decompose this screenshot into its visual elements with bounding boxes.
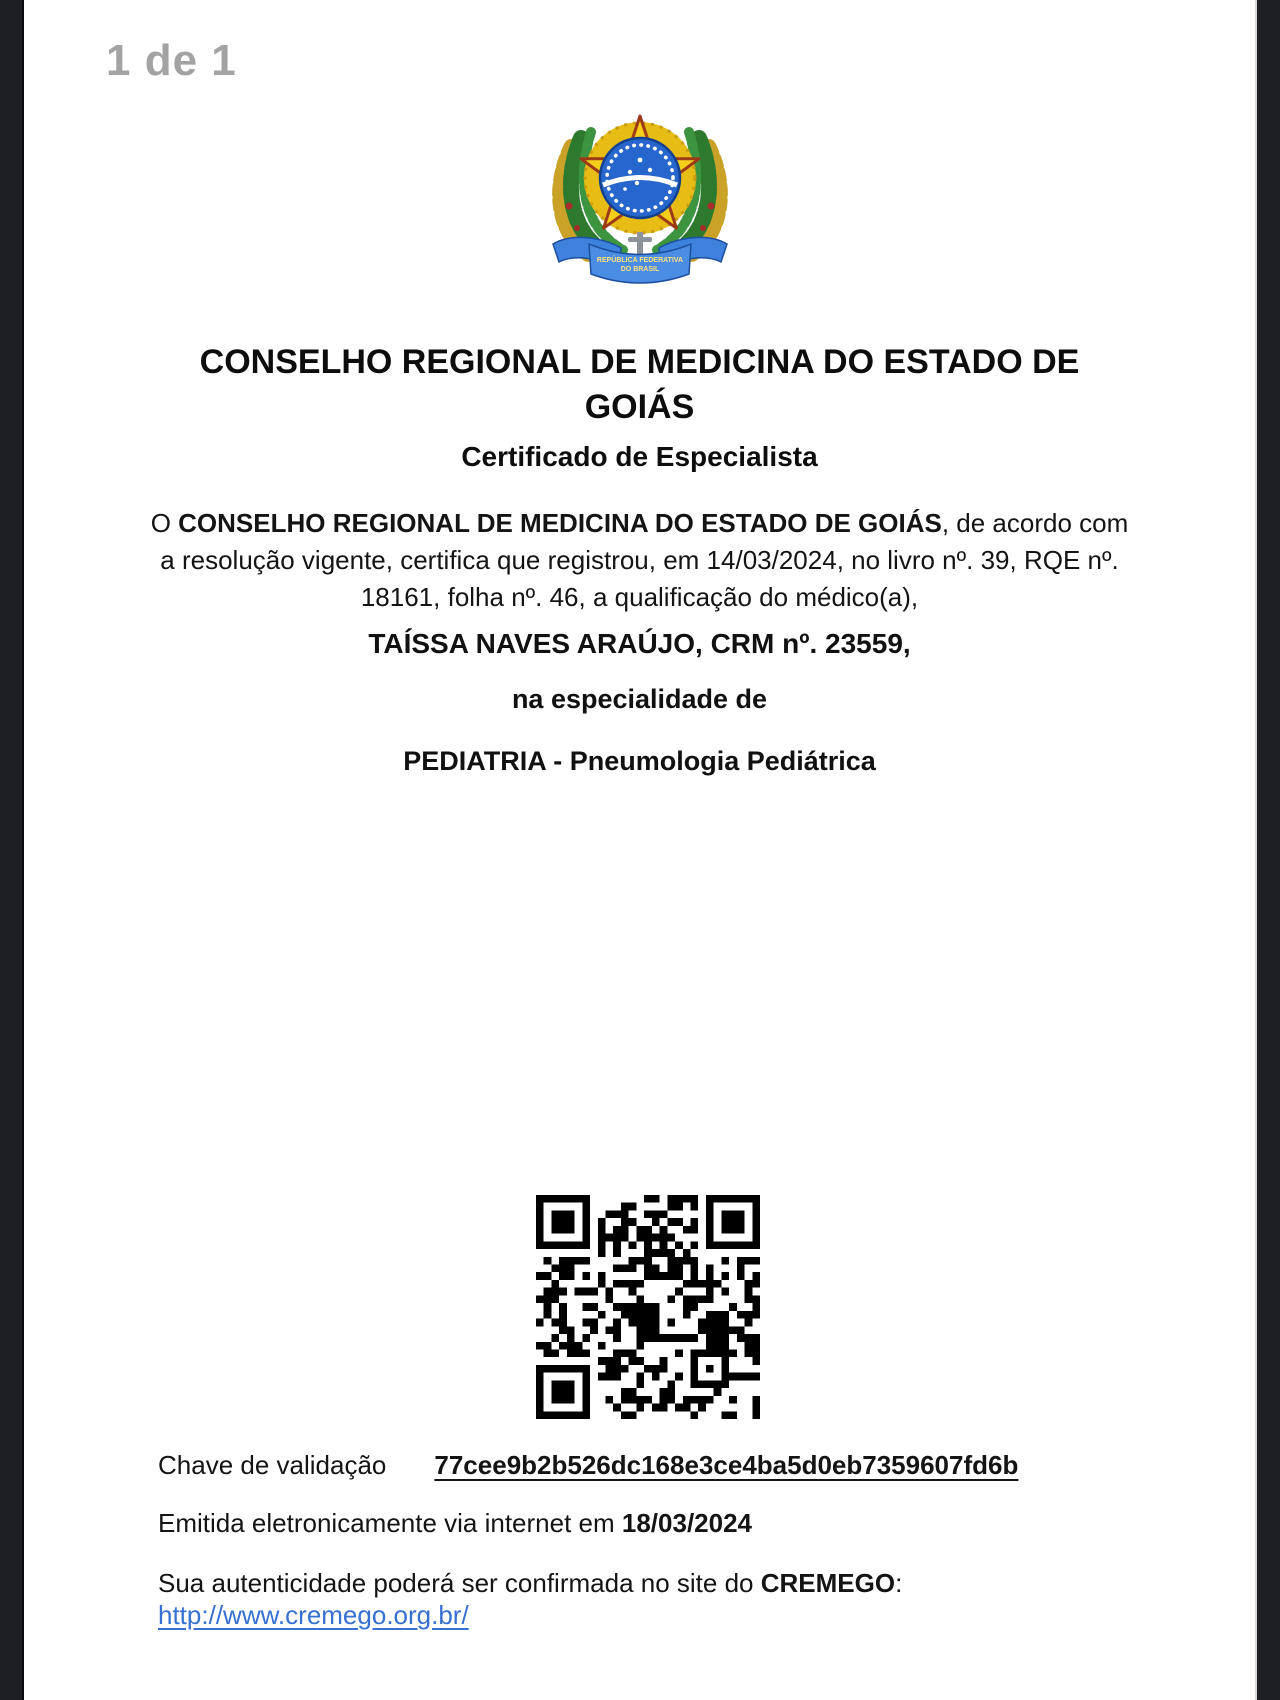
specialty-value: PEDIATRIA - Pneumologia Pediátrica [403,746,876,776]
authenticity-prefix: Sua autenticidade poderá ser confirmada no site do [158,1568,761,1598]
viewer-left-gutter [0,0,24,1700]
certificate-body [24,505,1255,616]
certificate-title-line-1: CONSELHO REGIONAL DE MEDICINA DO ESTADO DE [199,343,1080,381]
body-line-3: 18161, folha nº. 46, a qualificação do médico(a), [360,582,919,612]
qr-code [536,1195,760,1419]
body-line-2: a resolução vigente, certifica que registrou, em 14/03/2024, no livro nº. 39, RQE nº. [160,545,1119,575]
brazil-coat-of-arms-icon [533,86,747,288]
body-line-1-suffix: , de acordo com [941,508,1129,538]
certificate-title-line-2: GOIÁS [584,388,695,426]
issued-line [158,1508,752,1539]
specialty-label: na especialidade de [511,684,768,714]
body-line-1 [24,505,1255,542]
validation-key-row [158,1450,1018,1481]
doctor-name-line: TAÍSSA NAVES ARAÚJO, CRM nº. 23559, [368,628,911,659]
issued-date: 18/03/2024 [621,1508,753,1538]
body-line-1-prefix: O [150,508,179,538]
validation-key-value: 77cee9b2b526dc168e3ce4ba5d0eb7359607fd6b [434,1450,1019,1480]
issued-prefix: Emitida eletronicamente via internet em [158,1508,622,1538]
authenticity-suffix: : [895,1568,903,1598]
certificate-title [24,340,1255,430]
certificate-subtitle: Certificado de Especialista [461,441,818,472]
emblem-ribbon-text: REPÚBLICA FEDERATIVA [596,257,684,264]
viewer-right-gutter [1255,0,1280,1700]
page-indicator: 1 de 1 [106,36,237,85]
authenticity-org: CREMEGO [760,1568,896,1598]
body-line-1-council-name: CONSELHO REGIONAL DE MEDICINA DO ESTADO DE GOIÁS [178,508,942,538]
validation-key-label: Chave de validação [158,1450,387,1480]
authenticity-line [158,1568,902,1599]
cremego-link[interactable]: http://www.cremego.org.br/ [158,1600,469,1630]
document-page [24,0,1255,1700]
emblem-ribbon-text-2: DO BRASIL [620,266,660,273]
